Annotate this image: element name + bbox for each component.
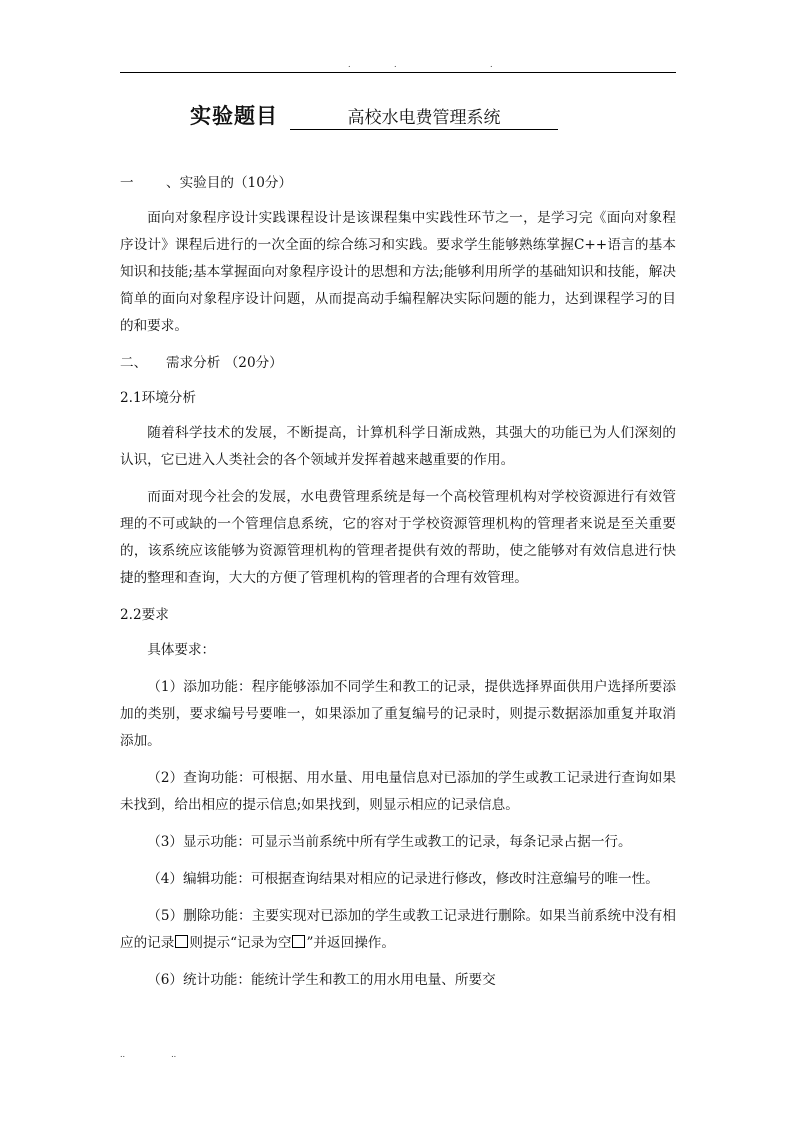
section1-title: 、实验目的（10分） — [166, 175, 293, 191]
footer-dot: .. — [171, 1050, 177, 1059]
section1-number: 一 — [120, 175, 134, 191]
document-body — [120, 170, 676, 1004]
item5-text-a: （5）删除功能：主要实现对已添加的学生或教工记录进行删除。如果当前系统中没有相应的记录 — [120, 908, 676, 951]
item5-text-b: 则提示“记录为空 — [189, 935, 292, 951]
section2-number: 二、 — [120, 355, 148, 371]
footer-dot: .. — [120, 1050, 126, 1059]
missing-glyph-box — [292, 935, 305, 948]
subsection-2-1-heading: 2.1环境分析 — [120, 390, 196, 406]
section1-heading — [120, 170, 676, 197]
title-value: 高校水电费管理系统 — [290, 103, 558, 130]
requirement-item: （6）统计功能：能统计学生和教工的用水用电量、所要交 — [147, 972, 496, 988]
title-row — [190, 100, 558, 130]
title-label: 实验题目 — [190, 104, 278, 128]
item5-text-c: ”并返回操作。 — [306, 935, 395, 951]
requirement-item: （3）显示功能：可显示当前系统中所有学生或教工的记录，每条记录占据一行。 — [147, 834, 632, 850]
paragraph: 随着科学技术的发展，不断提高，计算机科学日渐成熟，其强大的功能已为人们深刻的认识，它已进入人类社会的各个领域并发挥着越来越重要的作用。 — [120, 425, 676, 468]
requirement-item — [120, 903, 676, 957]
requirement-item: （1）添加功能：程序能够添加不同学生和教工的记录，提供选择界面供用户选择所要添加的类别，要求编号号要唯一，如果添加了重复编号的记录时，则提示数据添加重复并取消添加。 — [120, 679, 676, 749]
requirements-label: 具体要求： — [147, 642, 216, 658]
footer-dots — [120, 1050, 222, 1059]
section1-paragraph: 面向对象程序设计实践课程设计是该课程集中实践性环节之一，是学习完《面向对象程序设计》课程后进行的一次全面的综合练习和实践。要求学生能够熟练掌握C++语言的基本知识和技能;基本掌握面向对象程序设计的思想和方法;能够利用所学的基础知识和技能，解决简单的面向对象程序设计问题，从而提高动手编程解决实际问题的能力，达到课程学习的目的和要求。 — [120, 210, 676, 334]
header-dot: . — [394, 60, 397, 69]
header-dot: . — [348, 60, 351, 69]
header-dot: . — [490, 60, 493, 69]
section2-title: 需求分析 （20分） — [166, 355, 283, 371]
header-rule — [120, 72, 676, 73]
header-dots — [120, 60, 676, 70]
requirement-item: （4）编辑功能：可根据查询结果对相应的记录进行修改，修改时注意编号的唯一性。 — [147, 871, 659, 887]
missing-glyph-box — [175, 935, 188, 948]
section2-heading — [120, 350, 676, 377]
paragraph: 而面对现今社会的发展，水电费管理系统是每一个高校管理机构对学校资源进行有效管理的不可或缺的一个管理信息系统，它的容对于学校资源管理机构的管理者来说是至关重要的，该系统应该能够为资源管理机构的管理者提供有效的帮助，使之能够对有效信息进行快捷的整理和查询，大大的方便了管理机构的管理者的合理有效管理。 — [120, 489, 676, 586]
requirement-item: （2）查询功能：可根据、用水量、用电量信息对已添加的学生或教工记录进行查询如果未找到，给出相应的提示信息;如果找到，则显示相应的记录信息。 — [120, 770, 676, 813]
subsection-2-2-heading: 2.2要求 — [120, 607, 169, 623]
